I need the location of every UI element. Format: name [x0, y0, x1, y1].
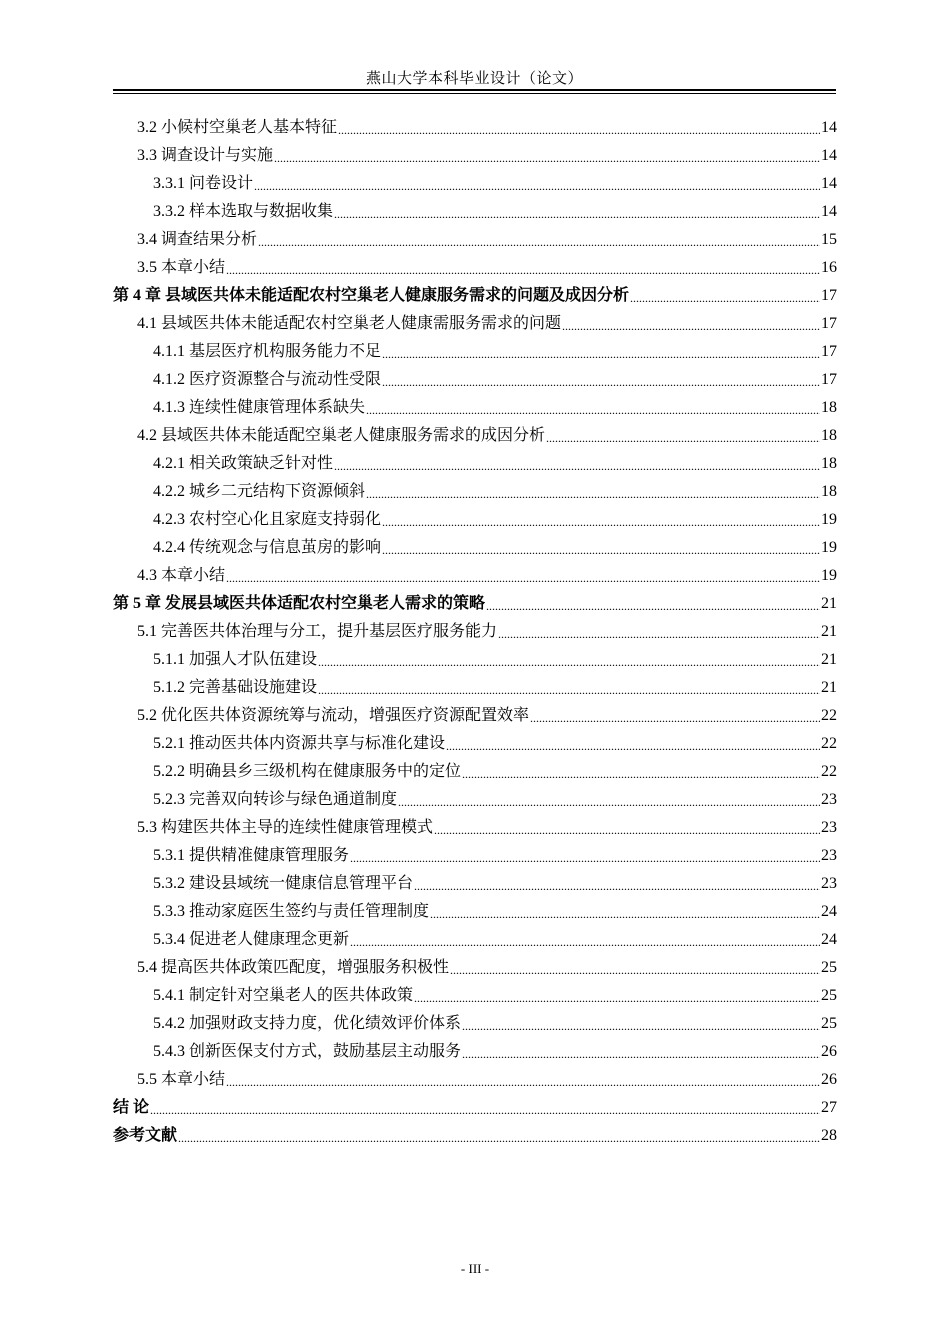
- toc-entry-page-number: 17: [821, 371, 837, 388]
- toc-dot-leader: [414, 991, 820, 1010]
- toc-entry-page-number: 26: [821, 1043, 837, 1060]
- toc-entry[interactable]: [113, 338, 837, 366]
- toc-entry-title: 3.4 调查结果分析: [137, 231, 258, 248]
- toc-entry[interactable]: [113, 1038, 837, 1066]
- toc-entry-title: 4.1 县域医共体未能适配农村空巢老人健康需服务需求的问题: [137, 315, 562, 332]
- toc-entry[interactable]: [113, 170, 837, 198]
- header-rule-thick: [113, 89, 836, 91]
- toc-entry[interactable]: [113, 730, 837, 758]
- toc-entry-title: 4.2.3 农村空心化且家庭支持弱化: [153, 511, 382, 528]
- toc-entry-title: 5.4.2 加强财政支持力度，优化绩效评价体系: [153, 1015, 462, 1032]
- toc-dot-leader: [178, 1131, 820, 1150]
- toc-entry-page-number: 18: [821, 483, 837, 500]
- toc-entry[interactable]: [113, 590, 837, 618]
- toc-entry-page-number: 17: [821, 343, 837, 360]
- toc-dot-leader: [486, 599, 820, 618]
- toc-entry-page-number: 17: [821, 287, 837, 304]
- toc-entry-title: 5.1.2 完善基础设施建设: [153, 679, 318, 696]
- toc-entry-title: 3.3.1 问卷设计: [153, 175, 254, 192]
- toc-dot-leader: [366, 403, 820, 422]
- toc-dot-leader: [382, 543, 820, 562]
- toc-entry[interactable]: [113, 226, 837, 254]
- toc-entry-page-number: 19: [821, 539, 837, 556]
- toc-dot-leader: [382, 375, 820, 394]
- toc-entry[interactable]: [113, 898, 837, 926]
- toc-dot-leader: [414, 879, 820, 898]
- toc-entry-title: 3.2 小候村空巢老人基本特征: [137, 119, 338, 136]
- toc-dot-leader: [366, 487, 820, 506]
- toc-entry[interactable]: [113, 814, 837, 842]
- toc-dot-leader: [498, 627, 820, 646]
- toc-entry[interactable]: [113, 282, 837, 310]
- toc-entry-page-number: 19: [821, 511, 837, 528]
- toc-entry-page-number: 23: [821, 875, 837, 892]
- toc-dot-leader: [226, 263, 820, 282]
- toc-entry[interactable]: [113, 478, 837, 506]
- toc-entry-page-number: 22: [821, 707, 837, 724]
- toc-entry-title: 参考文献: [113, 1127, 178, 1144]
- header-rule-thin: [113, 93, 836, 94]
- toc-entry-title: 4.2.4 传统观念与信息茧房的影响: [153, 539, 382, 556]
- toc-entry-title: 5.4.1 制定针对空巢老人的医共体政策: [153, 987, 414, 1004]
- toc-entry-page-number: 21: [821, 595, 837, 612]
- toc-entry-page-number: 16: [821, 259, 837, 276]
- toc-dot-leader: [398, 795, 820, 814]
- toc-entry-title: 5.4 提高医共体政策匹配度，增强服务积极性: [137, 959, 450, 976]
- toc-entry-page-number: 28: [821, 1127, 837, 1144]
- toc-dot-leader: [350, 935, 820, 954]
- toc-entry-page-number: 21: [821, 679, 837, 696]
- toc-entry-title: 5.3.1 提供精准健康管理服务: [153, 847, 350, 864]
- toc-entry-page-number: 14: [821, 175, 837, 192]
- toc-entry-title: 结 论: [113, 1099, 150, 1116]
- toc-entry[interactable]: [113, 1122, 837, 1150]
- toc-entry-title: 3.3.2 样本选取与数据收集: [153, 203, 334, 220]
- toc-entry-page-number: 22: [821, 735, 837, 752]
- toc-entry-title: 5.1 完善医共体治理与分工，提升基层医疗服务能力: [137, 623, 498, 640]
- toc-dot-leader: [462, 1019, 820, 1038]
- toc-entry-page-number: 18: [821, 427, 837, 444]
- toc-entry[interactable]: [113, 254, 837, 282]
- table-of-contents: [113, 114, 837, 1150]
- toc-dot-leader: [254, 179, 820, 198]
- toc-entry-page-number: 14: [821, 119, 837, 136]
- toc-dot-leader: [226, 1075, 820, 1094]
- toc-dot-leader: [434, 823, 820, 842]
- toc-dot-leader: [462, 1047, 820, 1066]
- toc-entry-page-number: 22: [821, 763, 837, 780]
- toc-dot-leader: [546, 431, 820, 450]
- toc-dot-leader: [382, 347, 820, 366]
- toc-entry-title: 第 5 章 发展县域医共体适配农村空巢老人需求的策略: [113, 595, 486, 612]
- toc-entry-page-number: 25: [821, 987, 837, 1004]
- toc-entry-page-number: 19: [821, 567, 837, 584]
- toc-dot-leader: [350, 851, 820, 870]
- toc-entry-page-number: 18: [821, 399, 837, 416]
- toc-entry-title: 5.2.2 明确县乡三级机构在健康服务中的定位: [153, 763, 462, 780]
- toc-entry[interactable]: [113, 506, 837, 534]
- toc-entry-title: 第 4 章 县域医共体未能适配农村空巢老人健康服务需求的问题及成因分析: [113, 287, 630, 304]
- toc-entry-title: 5.3.2 建设县域统一健康信息管理平台: [153, 875, 414, 892]
- toc-entry[interactable]: [113, 366, 837, 394]
- toc-entry-title: 5.5 本章小结: [137, 1071, 226, 1088]
- toc-entry-title: 5.4.3 创新医保支付方式，鼓励基层主动服务: [153, 1043, 462, 1060]
- toc-entry-page-number: 21: [821, 651, 837, 668]
- toc-entry-page-number: 18: [821, 455, 837, 472]
- toc-entry[interactable]: [113, 870, 837, 898]
- toc-entry[interactable]: [113, 1094, 837, 1122]
- toc-entry-title: 4.2.2 城乡二元结构下资源倾斜: [153, 483, 366, 500]
- toc-entry-page-number: 14: [821, 203, 837, 220]
- toc-entry[interactable]: [113, 926, 837, 954]
- toc-entry-title: 4.3 本章小结: [137, 567, 226, 584]
- toc-entry-page-number: 23: [821, 819, 837, 836]
- toc-dot-leader: [562, 319, 820, 338]
- toc-entry-page-number: 24: [821, 931, 837, 948]
- toc-dot-leader: [334, 459, 820, 478]
- toc-dot-leader: [226, 571, 820, 590]
- toc-entry-page-number: 14: [821, 147, 837, 164]
- toc-entry-title: 4.1.3 连续性健康管理体系缺失: [153, 399, 366, 416]
- toc-entry[interactable]: [113, 198, 837, 226]
- toc-entry[interactable]: [113, 842, 837, 870]
- toc-dot-leader: [630, 291, 820, 310]
- toc-entry[interactable]: [113, 422, 837, 450]
- toc-entry-title: 5.3 构建医共体主导的连续性健康管理模式: [137, 819, 434, 836]
- toc-entry-title: 5.2.1 推动医共体内资源共享与标准化建设: [153, 735, 446, 752]
- toc-entry[interactable]: [113, 450, 837, 478]
- toc-entry-page-number: 17: [821, 315, 837, 332]
- toc-entry[interactable]: [113, 534, 837, 562]
- toc-entry[interactable]: [113, 1010, 837, 1038]
- page-number: - III -: [460, 1261, 490, 1276]
- toc-dot-leader: [462, 767, 820, 786]
- toc-entry[interactable]: [113, 982, 837, 1010]
- toc-entry-title: 4.1.2 医疗资源整合与流动性受限: [153, 371, 382, 388]
- toc-dot-leader: [530, 711, 820, 730]
- toc-dot-leader: [274, 151, 820, 170]
- toc-entry[interactable]: [113, 674, 837, 702]
- toc-entry-page-number: 27: [821, 1099, 837, 1116]
- toc-entry-title: 4.1.1 基层医疗机构服务能力不足: [153, 343, 382, 360]
- toc-entry-title: 4.2.1 相关政策缺乏针对性: [153, 455, 334, 472]
- toc-entry[interactable]: [113, 310, 837, 338]
- toc-entry[interactable]: [113, 114, 837, 142]
- toc-entry[interactable]: [113, 646, 837, 674]
- toc-dot-leader: [334, 207, 820, 226]
- toc-entry[interactable]: [113, 142, 837, 170]
- toc-entry[interactable]: [113, 758, 837, 786]
- toc-dot-leader: [258, 235, 820, 254]
- toc-dot-leader: [446, 739, 820, 758]
- toc-entry-title: 5.1.1 加强人才队伍建设: [153, 651, 318, 668]
- toc-entry-title: 4.2 县域医共体未能适配空巢老人健康服务需求的成因分析: [137, 427, 546, 444]
- toc-entry-page-number: 15: [821, 231, 837, 248]
- toc-entry[interactable]: [113, 394, 837, 422]
- toc-dot-leader: [450, 963, 820, 982]
- page-header-title: 燕山大学本科毕业设计（论文）: [365, 71, 583, 87]
- toc-entry-title: 3.3 调查设计与实施: [137, 147, 274, 164]
- toc-entry[interactable]: [113, 618, 837, 646]
- toc-entry-page-number: 26: [821, 1071, 837, 1088]
- toc-entry-page-number: 25: [821, 959, 837, 976]
- toc-entry[interactable]: [113, 786, 837, 814]
- toc-dot-leader: [318, 655, 820, 674]
- toc-entry-title: 5.3.4 促进老人健康理念更新: [153, 931, 350, 948]
- toc-entry-title: 3.5 本章小结: [137, 259, 226, 276]
- toc-entry-page-number: 23: [821, 847, 837, 864]
- toc-dot-leader: [318, 683, 820, 702]
- toc-entry-title: 5.2 优化医共体资源统筹与流动，增强医疗资源配置效率: [137, 707, 530, 724]
- toc-entry[interactable]: [113, 954, 837, 982]
- toc-entry-page-number: 21: [821, 623, 837, 640]
- toc-entry-page-number: 24: [821, 903, 837, 920]
- toc-entry-page-number: 23: [821, 791, 837, 808]
- toc-entry-title: 5.3.3 推动家庭医生签约与责任管理制度: [153, 903, 430, 920]
- toc-dot-leader: [150, 1103, 820, 1122]
- toc-dot-leader: [338, 123, 820, 142]
- toc-entry-page-number: 25: [821, 1015, 837, 1032]
- toc-entry-title: 5.2.3 完善双向转诊与绿色通道制度: [153, 791, 398, 808]
- toc-entry[interactable]: [113, 562, 837, 590]
- toc-entry[interactable]: [113, 702, 837, 730]
- toc-dot-leader: [382, 515, 820, 534]
- toc-entry[interactable]: [113, 1066, 837, 1094]
- toc-dot-leader: [430, 907, 820, 926]
